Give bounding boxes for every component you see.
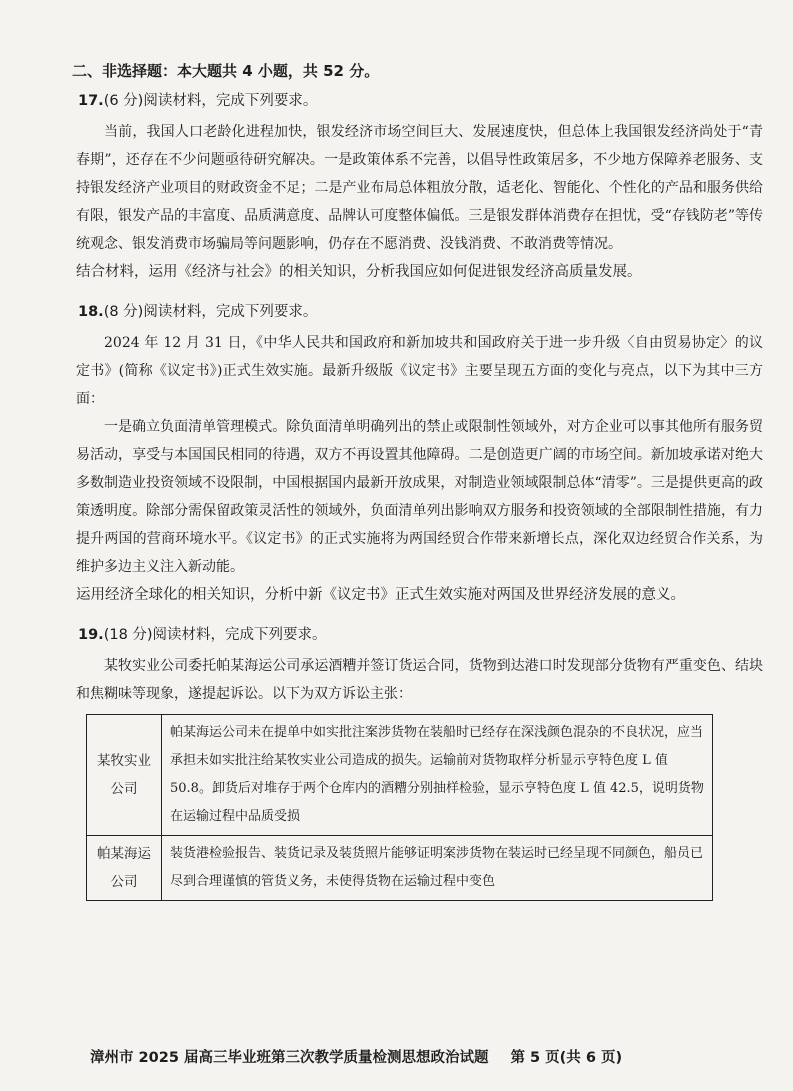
- claim-cell: 装货港检验报告、装货记录及装货照片能够证明案涉货物在装运时已经呈现不同颜色，船员已尽到合理谨慎的管货义务，未使得货物在运输过程中变色: [162, 836, 713, 901]
- question-17-head: [78, 89, 763, 110]
- question-17-requirement: 结合材料，运用《经济与社会》的相关知识，分析我国应如何促进银发经济高质量发展。: [76, 264, 642, 280]
- question-head-text: (18 分)阅读材料，完成下列要求。: [103, 627, 327, 643]
- question-number: 17.: [78, 93, 104, 109]
- footer-title: 漳州市 2025 届高三毕业班第三次教学质量检测思想政治试题: [90, 1050, 489, 1066]
- question-head-text: (8 分)阅读材料，完成下列要求。: [103, 304, 318, 320]
- question-18-head: [78, 300, 763, 321]
- question-number: 19.: [78, 627, 104, 643]
- section-header: 二、非选择题：本大题共 4 小题，共 52 分。: [72, 62, 380, 80]
- question-19-head: [78, 623, 763, 644]
- table-row: [87, 715, 713, 836]
- question-18: [76, 300, 763, 609]
- question-18-material-body: 一是确立负面清单管理模式。除负面清单明确列出的禁止或限制性领域外，对方企业可以事其他所有服务贸易活动，享受与本国国民相同的待遇，双方不再设置其他障碍。二是创造更广阔的市场空间。新加坡承诺对绝大多数制造业投资领域不设限制，中国根据国内最新开放成果，对制造业领域限制总体“清零”。三是提供更高的政策透明度。除部分需保留政策灵活性的领域外，负面清单列出影响双方服务和投资领域的全部限制性措施，有力提升两国的营商环境水平。《议定书》的正式实施将为两国经贸合作带来新增长点，深化双边经贸合作关系，为维护多边主义注入新动能。: [76, 419, 763, 575]
- question-number: 18.: [78, 304, 104, 320]
- table-row: [87, 836, 713, 901]
- question-19-material: 某牧实业公司委托帕某海运公司承运酒糟并签订货运合同，货物到达港口时发现部分货物有严重变色、结块和焦糊味等现象，遂提起诉讼。以下为双方诉讼主张：: [76, 658, 763, 702]
- page-footer: [90, 1046, 644, 1067]
- party-cell: 某牧实业公司: [87, 715, 162, 836]
- question-17-material: 当前，我国人口老龄化进程加快，银发经济市场空间巨大、发展速度快，但总体上我国银发经济尚处于“青春期”，还存在不少问题亟待研究解决。一是政策体系不完善，以倡导性政策居多，不少地方保障养老服务、支持银发经济产业项目的财政资金不足；二是产业布局总体粗放分散，适老化、智能化、个性化的产品和服务供给有限，银发产品的丰富度、品质满意度、品牌认可度整体偏低。三是银发群体消费存在担忧，受“存钱防老”等传统观念、银发消费市场骗局等问题影响，仍存在不愿消费、没钱消费、不敢消费等情况。: [76, 124, 763, 252]
- claim-cell: 帕某海运公司未在提单中如实批注案涉货物在装船时已经存在深浅颜色混杂的不良状况，应当承担未如实批注给某牧实业公司造成的损失。运输前对货物取样分析显示亨特色度 L 值 50.8。卸货后对堆存于两个仓库内的酒糟分别抽样检验，显示亨特色度 L 值 42.5，说明货物在运输过程中品质受损: [162, 715, 713, 836]
- question-18-material-intro: 2024 年 12 月 31 日，《中华人民共和国政府和新加坡共和国政府关于进一步升级〈自由贸易协定〉的议定书》(简称《议定书》)正式生效实施。最新升级版《议定书》主要呈现五方面的变化与亮点，以下为其中三方面：: [76, 335, 763, 407]
- question-17: [76, 89, 763, 286]
- footer-page-number: 第 5 页(共 6 页): [510, 1050, 623, 1066]
- question-18-requirement: 运用经济全球化的相关知识，分析中新《议定书》正式生效实施对两国及世界经济发展的意义。: [76, 587, 685, 603]
- claims-table: [86, 714, 713, 901]
- question-19: [76, 623, 763, 901]
- party-cell: 帕某海运公司: [87, 836, 162, 901]
- question-head-text: (6 分)阅读材料，完成下列要求。: [103, 93, 318, 109]
